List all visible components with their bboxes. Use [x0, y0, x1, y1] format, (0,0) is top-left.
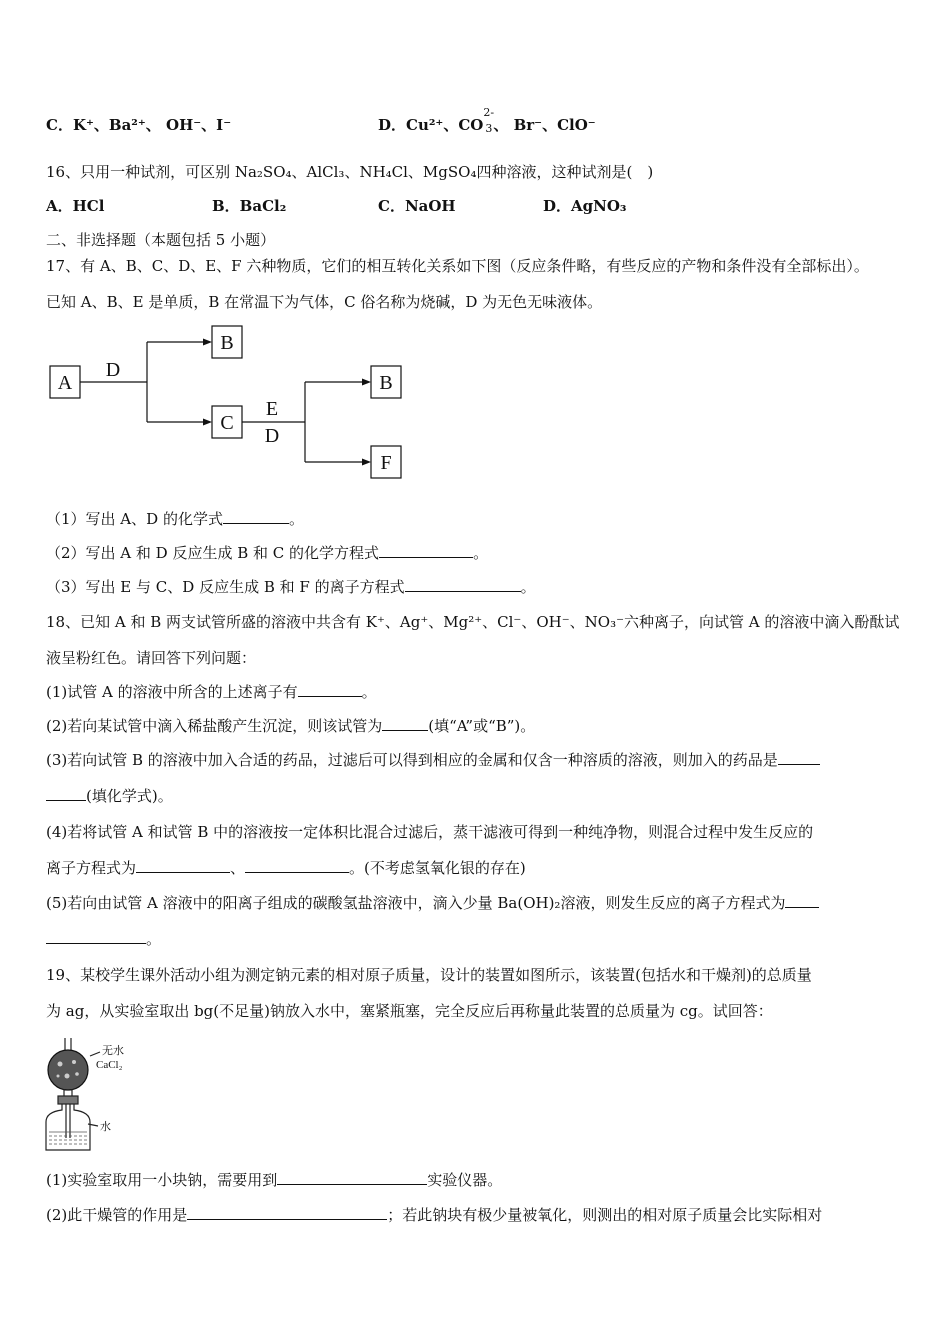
- q18-sub-4a: (4)若将试管 A 和试管 B 中的溶液按一定体积比混合过滤后，蒸干滤液可得到一种纯净物，则混合过程中发生反应的: [46, 823, 814, 841]
- q18-sub-2: (2)若向某试管中滴入稀盐酸产生沉淀，则该试管为 (填“A”或“B”)。: [46, 717, 536, 735]
- q16-option-b: B．BaCl₂: [212, 197, 287, 215]
- label-water: 水: [100, 1121, 111, 1133]
- q19-stem-1: 19、某校学生课外活动小组为测定钠元素的相对原子质量，设计的装置如图所示，该装置(包括水和干燥剂)的总质量: [46, 966, 812, 984]
- q15-option-d: D．Cu²⁺、CO 2- 3 、 Br⁻、ClO⁻: [378, 106, 596, 135]
- arrow-label-e: E: [265, 398, 279, 420]
- q18-stem-1: 18、已知 A 和 B 两支试管所盛的溶液中共含有 K⁺、Ag⁺、Mg²⁺、Cl⁻、OH⁻、NO₃⁻六种离子，向试管 A 的溶液中滴入酚酞试: [46, 613, 900, 631]
- answer-blank[interactable]: [46, 929, 146, 944]
- q19-sub-1: (1)实验室取用一小块钠，需要用到 实验仪器。: [46, 1171, 503, 1189]
- answer-blank[interactable]: [785, 893, 819, 908]
- answer-blank[interactable]: [277, 1170, 427, 1185]
- q17-stem-2: 已知 A、B、E 是单质，B 在常温下为气体，C 俗名称为烧碱，D 为无色无味液体。: [46, 293, 603, 311]
- answer-blank[interactable]: [405, 577, 521, 592]
- q18-sub-3b: (填化学式)。: [46, 786, 173, 806]
- label-b1: B: [220, 332, 234, 354]
- q15-option-c: C．K⁺、Ba²⁺、 OH⁻、I⁻: [46, 116, 232, 134]
- co3-sub-sup: 2- 3: [483, 106, 495, 135]
- q18-sub-1: (1)试管 A 的溶液中所含的上述离子有 。: [46, 683, 377, 701]
- arrow-label-d2: D: [264, 425, 280, 447]
- q17-sub-1: （1）写出 A、D 的化学式 。: [46, 510, 304, 528]
- answer-blank[interactable]: [136, 858, 230, 873]
- q18-stem-2: 液呈粉红色。请回答下列问题：: [46, 649, 257, 667]
- q19-sub-2: (2)此干燥管的作用是 ；若此钠块有极少量被氧化，则测出的相对原子质量会比实际相对: [46, 1206, 823, 1224]
- q18-sub-4b: 离子方程式为 、 。(不考虑氢氧化银的存在): [46, 859, 526, 877]
- label-b2: B: [379, 372, 393, 394]
- arrow-label-d: D: [105, 359, 121, 381]
- label-a: A: [57, 372, 73, 394]
- label-f: F: [380, 452, 392, 474]
- apparatus-figure: [40, 1034, 150, 1160]
- answer-blank[interactable]: [298, 682, 362, 697]
- q18-sub-5a: (5)若向由试管 A 溶液中的阳离子组成的碳酸氢盐溶液中，滴入少量 Ba(OH)₂溶液，则发生反应的离子方程式为: [46, 893, 819, 913]
- answer-blank[interactable]: [46, 786, 86, 801]
- q16-option-c: C．NaOH: [378, 197, 456, 215]
- answer-blank[interactable]: [778, 750, 820, 765]
- q18-sub-3a: (3)若向试管 B 的溶液中加入合适的药品，过滤后可以得到相应的金属和仅含一种溶质的溶液，则加入的药品是: [46, 750, 820, 770]
- label-c: C: [220, 412, 234, 434]
- answer-blank[interactable]: [187, 1205, 387, 1220]
- answer-blank[interactable]: [245, 858, 349, 873]
- q16-stem: 16、只用一种试剂，可区别 Na₂SO₄、AlCl₃、NH₄Cl、MgSO₄四种溶液，这种试剂是( ): [46, 163, 654, 181]
- answer-blank[interactable]: [223, 509, 289, 524]
- q17-sub-3: （3）写出 E 与 C、D 反应生成 B 和 F 的离子方程式 。: [46, 578, 536, 596]
- q18-sub-5b: 。: [46, 929, 161, 949]
- q16-option-a: A．HCl: [46, 197, 105, 215]
- q19-stem-2: 为 ag，从实验室取出 bg(不足量)钠放入水中，塞紧瓶塞，完全反应后再称量此装置的总质量为 cg。试回答：: [46, 1002, 773, 1020]
- label-anhydrous: 无水: [102, 1045, 124, 1057]
- answer-blank[interactable]: [382, 716, 428, 731]
- conversion-diagram: [40, 320, 420, 490]
- q17-stem-1: 17、有 A、B、C、D、E、F 六种物质，它们的相互转化关系如下图（反应条件略，有些反应的产物和条件没有全部标出）。: [46, 257, 869, 275]
- q17-sub-2: （2）写出 A 和 D 反应生成 B 和 C 的化学方程式 。: [46, 544, 489, 562]
- section-heading: 二、非选择题（本题包括 5 小题）: [46, 231, 276, 249]
- label-cacl2: CaCl₂: [96, 1059, 123, 1071]
- answer-blank[interactable]: [379, 543, 473, 558]
- q16-option-d: D．AgNO₃: [543, 197, 627, 215]
